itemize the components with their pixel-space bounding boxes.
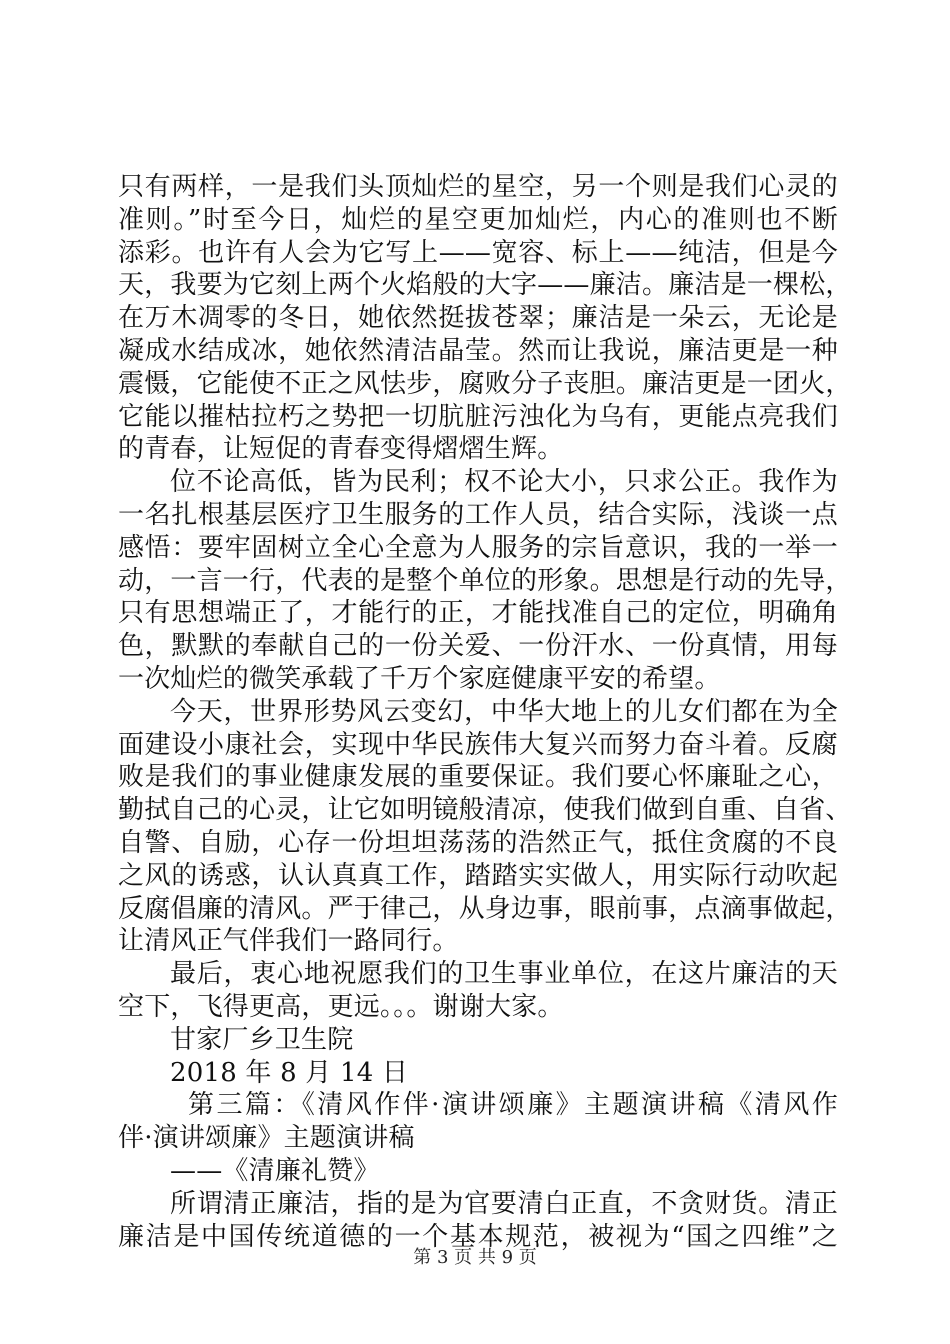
text-line: 只有思想端正了，才能行的正，才能找准自己的定位，明确角 (118, 598, 838, 629)
text-line: 廉洁是中国传统道德的一个基本规范，被视为“国之四维”之 (118, 1221, 838, 1252)
text-line: 天，我要为它刻上两个火焰般的大字——廉洁。廉洁是一棵松， (118, 270, 852, 301)
paragraph-start: 最后，衷心地祝愿我们的卫生事业单位，在这片廉洁的天 (170, 959, 838, 990)
text-line: 让清风正气伴我们一路同行。 (118, 926, 459, 957)
document-body (118, 171, 852, 1253)
section-title: 第三篇：《清风作伴·演讲颂廉》主题演讲稿《清风作 (188, 1090, 838, 1121)
text-line: 之风的诱惑，认认真真工作，踏踏实实做人，用实际行动吹起 (118, 860, 838, 891)
text-line: 在万木凋零的冬日，她依然挺拔苍翠；廉洁是一朵云，无论是 (118, 303, 838, 334)
text-line: 凝成水结成冰，她依然清洁晶莹。然而让我说，廉洁更是一种 (118, 335, 838, 366)
paragraph-start: 所谓清正廉洁，指的是为官要清白正直，不贪财货。清正 (170, 1188, 838, 1219)
text-line: 空下，飞得更高，更远。。。谢谢大家。 (118, 991, 564, 1022)
text-line: 震慑，它能使不正之风怯步，腐败分子丧胆。廉洁更是一团火， (118, 368, 852, 399)
paragraph-start: 位不论高低，皆为民利；权不论大小，只求公正。我作为 (170, 467, 838, 498)
text-line: 添彩。也许有人会为它写上——宽容、标上——纯洁，但是今 (118, 237, 838, 268)
text-line: 感悟：要牢固树立全心全意为人服务的宗旨意识，我的一举一 (118, 532, 838, 563)
text-line: 反腐倡廉的清风。严于律己，从身边事，眼前事，点滴事做起， (118, 893, 852, 924)
signature-date: 2018 年 8 月 14 日 (170, 1057, 409, 1088)
text-line: 动，一言一行，代表的是整个单位的形象。思想是行动的先导， (118, 565, 852, 596)
text-line: 它能以摧枯拉朽之势把一切肮脏污浊化为乌有，更能点亮我们 (118, 401, 838, 432)
text-line: 色，默默的奉献自己的一份关爱、一份汗水、一份真情，用每 (118, 631, 838, 662)
text-line: 只有两样，一是我们头顶灿烂的星空，另一个则是我们心灵的 (118, 172, 838, 202)
page-number: 第 3 页 共 9 页 (413, 1247, 537, 1268)
text-line: 一次灿烂的微笑承载了千万个家庭健康平安的希望。 (118, 663, 721, 694)
text-line: 勤拭自己的心灵，让它如明镜般清凉，使我们做到自重、自省、 (118, 795, 852, 826)
text-line: 的青春，让短促的青春变得熠熠生辉。 (118, 434, 564, 465)
text-line: 准则。”时至今日，灿烂的星空更加灿烂，内心的准则也不断 (118, 204, 838, 235)
paragraph-start: 今天，世界形势风云变幻，中华大地上的儿女们都在为全 (170, 696, 838, 727)
text-line: 面建设小康社会，实现中华民族伟大复兴而努力奋斗着。反腐 (118, 729, 838, 760)
signature-organization: 甘家厂乡卫生院 (170, 1024, 354, 1055)
text-line: 自警、自励，心存一份坦坦荡荡的浩然正气，抵住贪腐的不良 (118, 827, 838, 858)
text-line: 一名扎根基层医疗卫生服务的工作人员，结合实际，浅谈一点 (118, 499, 838, 530)
section-title-continued: 伴·演讲颂廉》主题演讲稿 (118, 1123, 415, 1154)
text-line: 败是我们的事业健康发展的重要保证。我们要心怀廉耻之心， (118, 762, 838, 793)
section-subtitle: ——《清廉礼赞》 (170, 1155, 380, 1186)
